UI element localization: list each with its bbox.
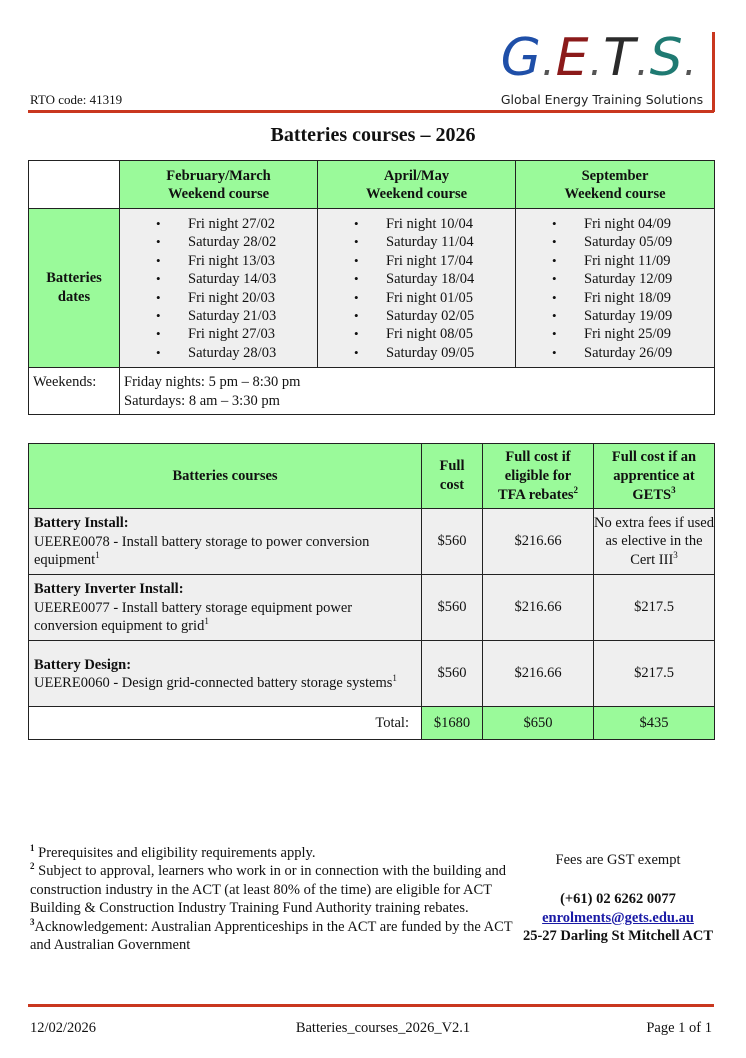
weekends-time-saturday: Saturdays: 8 am – 3:30 pm [124,392,280,409]
date-item [318,307,515,325]
footnote-marker: 2 [30,861,35,872]
date-text: Fri night 13/03 [188,252,276,269]
dates-cell-apr-may [318,209,516,368]
bullet-icon: • [354,234,359,250]
bullet-icon: • [156,344,161,360]
date-item [516,233,714,251]
header-text: Full cost if eligible for TFA rebates [497,448,574,503]
date-item [318,270,515,288]
bullet-icon: • [354,344,359,360]
footnote-ref: 1 [204,616,209,627]
logo-letter: . [683,39,698,85]
footnote-marker: 1 [30,843,35,854]
dates-list [120,209,317,367]
date-item [318,325,515,343]
footnote-3 [30,918,522,955]
logo-letter: S [649,28,684,88]
date-item [318,344,515,362]
date-text: Fri night 11/09 [584,252,671,269]
weekends-time-friday: Friday nights: 5 pm – 8:30 pm [124,374,301,391]
date-text: Fri night 20/03 [188,289,276,306]
col-header-feb-mar [120,161,318,209]
footnote-marker: 3 [30,916,35,927]
date-text: Saturday 19/09 [584,307,673,324]
header-text: Full cost if an apprentice at GETS [611,448,697,503]
bullet-icon: • [354,326,359,342]
apprentice-cost-text: No extra fees if used as elective in the Cert III [594,514,714,568]
footnote-text: Acknowledgement: Australian Apprenticeships in the ACT are funded by the ACT and Australian Government [30,918,513,954]
course-description: UEERE0078 - Install battery storage to power conversion equipment [34,533,370,569]
bullet-icon: • [156,252,161,268]
bullet-icon: • [156,289,161,305]
date-text: Fri night 04/09 [584,216,672,232]
footnote-text: Subject to approval, learners who work in or in connection with the building and construction industry in the ACT (at least 80% of the time) are eligible for ACT Building & Construction Industry Training Fund Authority training rebates. [30,863,507,917]
course-name: Battery Design: [34,656,132,673]
footnote-1 [30,844,522,862]
footer-divider [28,1004,714,1007]
bullet-icon: • [156,234,161,250]
row-label-batteries-dates [29,209,120,368]
full-cost-cell: $560 [422,641,483,707]
col-header-line: Weekend course [167,185,270,202]
total-tfa-cost: $650 [483,707,594,740]
gst-note: Fees are GST exempt [555,852,681,868]
date-item [120,344,317,362]
dates-cell-feb-mar [120,209,318,368]
date-item [120,289,317,307]
footnote-ref: 1 [392,673,397,684]
bullet-icon: • [354,271,359,287]
bullet-icon: • [354,252,359,268]
course-description: UEERE0060 - Design grid-connected battery storage systems [34,675,393,691]
course-name: Battery Install: [34,515,129,532]
total-row [29,707,715,740]
footnote-2 [30,862,522,917]
table-row [29,575,715,641]
logo-letters [488,26,710,94]
date-text: Saturday 14/03 [188,271,277,288]
date-item [120,252,317,270]
date-text: Fri night 27/03 [188,326,276,343]
bullet-icon: • [552,234,557,250]
col-header-line: February/March [166,167,271,184]
bullet-icon: • [552,326,557,342]
date-item [120,270,317,288]
date-item [120,325,317,343]
header-text: Full cost [439,458,465,493]
course-cell [29,641,422,707]
apprentice-cost-cell [594,509,715,575]
col-header-september [516,161,715,209]
weekends-label: Weekends: [29,368,120,415]
date-item [318,233,515,251]
footnotes [30,844,522,954]
phone-number: (+61) 02 6262 0077 [560,891,676,908]
date-text: Fri night 01/05 [386,289,474,306]
logo-letter: T [603,28,636,88]
bullet-icon: • [156,216,161,231]
bullet-icon: • [552,252,557,268]
date-item [120,307,317,325]
course-description: UEERE0077 - Install battery storage equipment power conversion equipment to grid [34,599,353,635]
dates-cell-september [516,209,715,368]
footer-document-name: Batteries_courses_2026_V2.1 [295,1020,471,1036]
course-name: Battery Inverter Install: [34,581,184,598]
date-item [516,344,714,362]
tfa-cost-cell: $216.66 [483,509,594,575]
logo-letter: . [541,39,556,85]
contact-block [522,851,714,946]
col-header-line: September [581,167,649,184]
logo-letter: . [635,39,650,85]
total-label: Total: [29,707,422,740]
bullet-icon: • [156,307,161,323]
col-header-line: April/May [383,167,450,184]
bullet-icon: • [552,344,557,360]
footer-page-number: Page 1 of 1 [646,1020,712,1036]
footnote-ref: 3 [671,484,676,495]
apprentice-cost-cell: $217.5 [594,641,715,707]
date-text: Fri night 08/05 [386,326,474,343]
dates-table [28,160,715,415]
footnote-ref: 1 [95,550,100,561]
date-item [318,215,515,233]
footnote-text: Prerequisites and eligibility requirements apply. [38,845,316,861]
bullet-icon: • [552,216,557,231]
weekends-times [120,368,715,415]
rto-code: RTO code: 41319 [30,92,123,107]
date-text: Fri night 25/09 [584,326,672,343]
tfa-cost-cell: $216.66 [483,575,594,641]
date-text: Saturday 09/05 [386,344,475,361]
date-item [318,289,515,307]
email-link[interactable]: enrolments@gets.edu.au [542,909,694,926]
date-text: Saturday 11/04 [386,234,474,251]
col-header-apr-may [318,161,516,209]
date-item [516,325,714,343]
footer-date: 12/02/2026 [30,1020,97,1036]
total-full-cost: $1680 [422,707,483,740]
col-header-full-cost [422,444,483,509]
cost-table [28,443,715,740]
date-text: Fri night 10/04 [386,216,474,232]
date-item [120,233,317,251]
logo-letter: . [589,39,604,85]
dates-list [516,209,714,367]
logo-accent-line [712,32,715,112]
logo-letter: G [500,28,542,88]
bullet-icon: • [552,307,557,323]
footnote-ref: 2 [573,484,579,495]
tfa-cost-cell: $216.66 [483,641,594,707]
date-item [516,289,714,307]
total-apprentice-cost: $435 [594,707,715,740]
apprentice-cost-cell: $217.5 [594,575,715,641]
date-text: Saturday 21/03 [188,307,277,324]
logo-tagline: Global Energy Training Solutions [500,92,704,107]
bullet-icon: • [552,271,557,287]
date-item [516,252,714,270]
col-header-apprentice [594,444,715,509]
full-cost-cell: $560 [422,575,483,641]
date-text: Fri night 18/09 [584,289,672,306]
date-item [516,215,714,233]
date-text: Saturday 28/02 [188,234,277,251]
address: 25-27 Darling St Mitchell ACT [522,928,714,945]
table-row [29,641,715,707]
full-cost-cell: $560 [422,509,483,575]
date-item [516,307,714,325]
bullet-icon: • [354,307,359,323]
col-header-course: Batteries courses [29,444,422,509]
bullet-icon: • [156,271,161,287]
logo-letter: E [555,28,590,88]
footnote-ref: 3 [673,549,678,560]
col-header-line: Weekend course [564,185,666,202]
date-item [120,215,317,233]
gets-logo [488,30,716,112]
col-header-line: Weekend course [365,185,468,202]
course-cell [29,575,422,641]
course-cell [29,509,422,575]
col-header-tfa [483,444,594,509]
bullet-icon: • [552,289,557,305]
bullet-icon: • [156,326,161,342]
row-label-text: Batteries dates [46,270,102,306]
date-text: Fri night 27/02 [188,216,276,232]
bullet-icon: • [354,289,359,305]
dates-list [318,209,515,367]
date-text: Fri night 17/04 [386,252,474,269]
date-item [516,270,714,288]
date-text: Saturday 28/03 [188,344,277,361]
bullet-icon: • [354,216,359,231]
date-text: Saturday 12/09 [584,271,673,288]
page-title: Batteries courses – 2026 [270,124,476,146]
empty-corner-cell [29,161,120,209]
date-item [318,252,515,270]
date-text: Saturday 05/09 [584,234,673,251]
table-row [29,509,715,575]
date-text: Saturday 02/05 [386,307,475,324]
date-text: Saturday 26/09 [584,344,673,361]
date-text: Saturday 18/04 [386,271,475,288]
